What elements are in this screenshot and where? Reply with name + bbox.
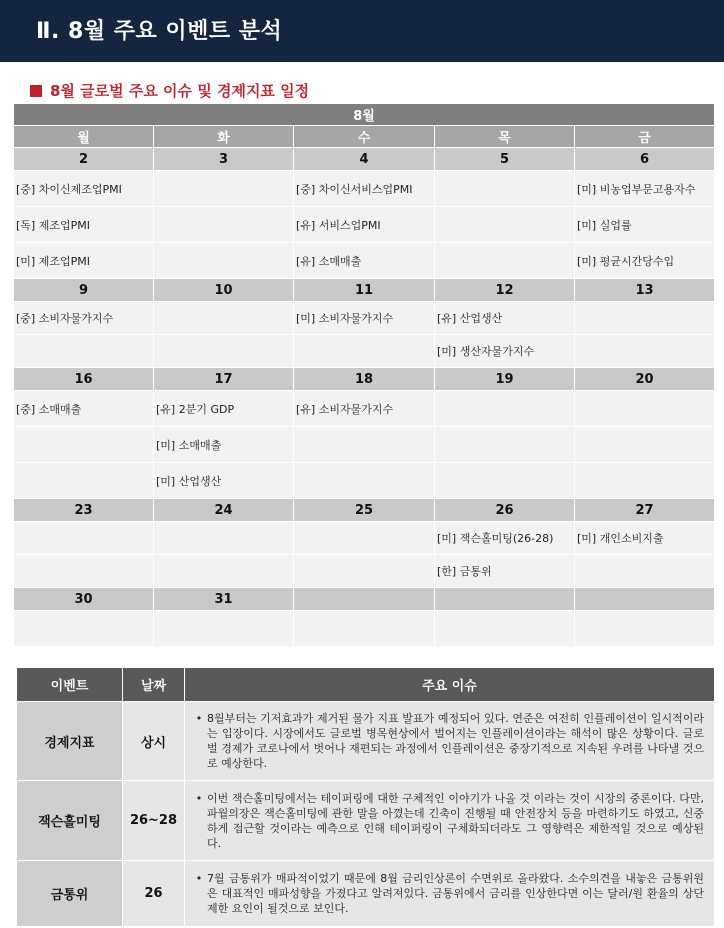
summary-date: 상시 xyxy=(123,702,185,781)
calendar-event: [미] 산업생산 xyxy=(154,463,294,499)
summary-issue-cell xyxy=(185,861,715,927)
calendar-event: [미] 실업률 xyxy=(575,207,715,243)
calendar-date-row xyxy=(14,148,715,171)
summary-header-date: 날짜 xyxy=(123,668,185,702)
calendar-event xyxy=(294,463,435,499)
calendar-event: [유] 소매매출 xyxy=(294,243,435,279)
calendar-event xyxy=(575,555,715,588)
calendar-date: 5 xyxy=(435,148,575,171)
summary-table xyxy=(16,667,715,927)
calendar-event xyxy=(14,555,154,588)
summary-event: 경제지표 xyxy=(17,702,123,781)
summary-issue-cell xyxy=(185,702,715,781)
calendar-date: 4 xyxy=(294,148,435,171)
calendar-event xyxy=(435,391,575,427)
summary-row xyxy=(17,702,715,781)
calendar-date-row xyxy=(14,588,715,611)
calendar-date: 16 xyxy=(14,368,154,391)
calendar-event-row xyxy=(14,171,715,207)
section-title-text: 8월 글로벌 주요 이슈 및 경제지표 일정 xyxy=(50,82,310,100)
calendar-event xyxy=(154,171,294,207)
calendar-event xyxy=(575,302,715,335)
calendar-event xyxy=(435,427,575,463)
calendar-event: [유] 2분기 GDP xyxy=(154,391,294,427)
calendar-event xyxy=(435,207,575,243)
calendar-day-header: 월 xyxy=(14,126,154,148)
calendar-event: [미] 잭슨홀미팅(26-28) xyxy=(435,522,575,555)
calendar-date: 25 xyxy=(294,499,435,522)
calendar-event xyxy=(435,611,575,647)
calendar-event xyxy=(294,555,435,588)
calendar-event xyxy=(154,611,294,647)
summary-row xyxy=(17,781,715,861)
calendar-date-row xyxy=(14,368,715,391)
calendar-event xyxy=(575,427,715,463)
calendar-event xyxy=(435,171,575,207)
summary-issue-text: 8월부터는 기저효과가 제거된 물가 지표 발표가 예정되어 있다. 연준은 여전히 인플레이션이 일시적이라는 입장이다. 시장에서도 글로벌 병목현상에서 벌어지는 인플레이션이라는 해석이 많은 상황이다. 글로벌 경제가 코로나에서 벗어나 재편되는 과정에서 인플레이션은 중장기적으로 지속된 우려를 나타낼 것으로 예상한다. xyxy=(207,712,704,770)
summary-issue-text: 7월 금통위가 매파적이었기 때문에 8월 금리인상론이 수면위로 올라왔다. 소수의견을 내놓은 금통위원은 대표적인 매파성향을 가졌다고 알려져있다. 금통위에서 금리를 인상한다면 이는 달러/원 환율의 상단 제한 요인이 될것으로 보인다. xyxy=(207,872,704,915)
calendar-event: [중] 소매매출 xyxy=(14,391,154,427)
calendar-date: 12 xyxy=(435,279,575,302)
calendar-event xyxy=(14,335,154,368)
calendar-date: 18 xyxy=(294,368,435,391)
calendar-date: 19 xyxy=(435,368,575,391)
page-header xyxy=(0,0,724,62)
summary-header-event: 이벤트 xyxy=(17,668,123,702)
calendar-event: [유] 서비스업PMI xyxy=(294,207,435,243)
bullet-icon: • xyxy=(195,712,203,725)
summary-issue-text: 이번 잭슨홀미팅에서는 테이퍼링에 대한 구체적인 이야기가 나올 것 이라는 것이 시장의 중론이다. 다만, 파월의장은 잭슨홀미팅에 관한 말을 아꼈는데 긴축이 진행될 때 안전장치 등을 마련하기도 하였고, 신중하게 접근할 것이라는 예측으로 인해 테이퍼링이 구체화되더라도 그 영향력은 제한적일 것으로 예상된다. xyxy=(207,791,704,850)
calendar-event xyxy=(435,243,575,279)
calendar-event-row xyxy=(14,391,715,427)
calendar-event: [중] 차이신서비스업PMI xyxy=(294,171,435,207)
calendar-event xyxy=(294,427,435,463)
calendar-event xyxy=(154,207,294,243)
calendar-event: [미] 소비자물가지수 xyxy=(294,302,435,335)
calendar-event: [한] 금통위 xyxy=(435,555,575,588)
calendar-event xyxy=(575,463,715,499)
calendar-event: [미] 개인소비지출 xyxy=(575,522,715,555)
calendar-date: 6 xyxy=(575,148,715,171)
calendar-event xyxy=(14,427,154,463)
calendar-date: 3 xyxy=(154,148,294,171)
calendar-event: [중] 소비자물가지수 xyxy=(14,302,154,335)
calendar-date: 17 xyxy=(154,368,294,391)
bullet-icon: • xyxy=(195,791,203,805)
calendar-event-row xyxy=(14,427,715,463)
calendar-date: 20 xyxy=(575,368,715,391)
summary-date: 26~28 xyxy=(123,781,185,861)
calendar-day-header: 목 xyxy=(435,126,575,148)
calendar-event xyxy=(435,463,575,499)
calendar-day-header: 수 xyxy=(294,126,435,148)
summary-issue-cell xyxy=(185,781,715,861)
calendar-date xyxy=(435,588,575,611)
section-title xyxy=(30,80,309,101)
calendar-event xyxy=(575,335,715,368)
calendar-event xyxy=(14,522,154,555)
calendar-date xyxy=(294,588,435,611)
calendar-date: 24 xyxy=(154,499,294,522)
calendar-event xyxy=(294,522,435,555)
calendar-event: [중] 차이신제조업PMI xyxy=(14,171,154,207)
summary-date: 26 xyxy=(123,861,185,927)
summary-header-issue: 주요 이슈 xyxy=(185,668,715,702)
summary-row xyxy=(17,861,715,927)
calendar-event xyxy=(154,243,294,279)
calendar-event: [미] 생산자물가지수 xyxy=(435,335,575,368)
calendar-event-row xyxy=(14,555,715,588)
calendar-event xyxy=(294,335,435,368)
calendar-event-row xyxy=(14,302,715,335)
calendar-date: 27 xyxy=(575,499,715,522)
calendar-event xyxy=(154,335,294,368)
calendar-table xyxy=(13,103,715,647)
calendar-event: [미] 평균시간당수입 xyxy=(575,243,715,279)
calendar-event xyxy=(14,611,154,647)
calendar-date: 10 xyxy=(154,279,294,302)
calendar-date: 23 xyxy=(14,499,154,522)
calendar-event-row xyxy=(14,463,715,499)
calendar-event: [독] 제조업PMI xyxy=(14,207,154,243)
calendar-date: 11 xyxy=(294,279,435,302)
calendar-event: [미] 제조업PMI xyxy=(14,243,154,279)
calendar-event xyxy=(154,555,294,588)
calendar-date xyxy=(575,588,715,611)
calendar-event: [미] 비농업부문고용자수 xyxy=(575,171,715,207)
bullet-icon: • xyxy=(195,872,203,885)
calendar-event xyxy=(14,463,154,499)
calendar-event-row xyxy=(14,207,715,243)
calendar-date: 9 xyxy=(14,279,154,302)
calendar-event: [미] 소매매출 xyxy=(154,427,294,463)
summary-event: 금통위 xyxy=(17,861,123,927)
calendar-day-header: 화 xyxy=(154,126,294,148)
calendar-event xyxy=(154,302,294,335)
calendar-day-header: 금 xyxy=(575,126,715,148)
calendar-date: 30 xyxy=(14,588,154,611)
calendar-date: 31 xyxy=(154,588,294,611)
calendar-date-row xyxy=(14,279,715,302)
calendar-event: [유] 산업생산 xyxy=(435,302,575,335)
calendar-event-row xyxy=(14,335,715,368)
calendar-event xyxy=(575,611,715,647)
calendar-event xyxy=(575,391,715,427)
calendar-date: 13 xyxy=(575,279,715,302)
red-square-icon xyxy=(30,85,42,97)
calendar-date: 26 xyxy=(435,499,575,522)
calendar-month: 8월 xyxy=(14,104,715,126)
calendar-date: 2 xyxy=(14,148,154,171)
summary-event: 잭슨홀미팅 xyxy=(17,781,123,861)
calendar-event-row xyxy=(14,243,715,279)
calendar-event xyxy=(294,611,435,647)
calendar-event: [유] 소비자물가지수 xyxy=(294,391,435,427)
calendar-date-row xyxy=(14,499,715,522)
calendar-event-row xyxy=(14,611,715,647)
calendar-event-row xyxy=(14,522,715,555)
page-title: Ⅱ. 8월 주요 이벤트 분석 xyxy=(36,19,283,44)
calendar-event xyxy=(154,522,294,555)
